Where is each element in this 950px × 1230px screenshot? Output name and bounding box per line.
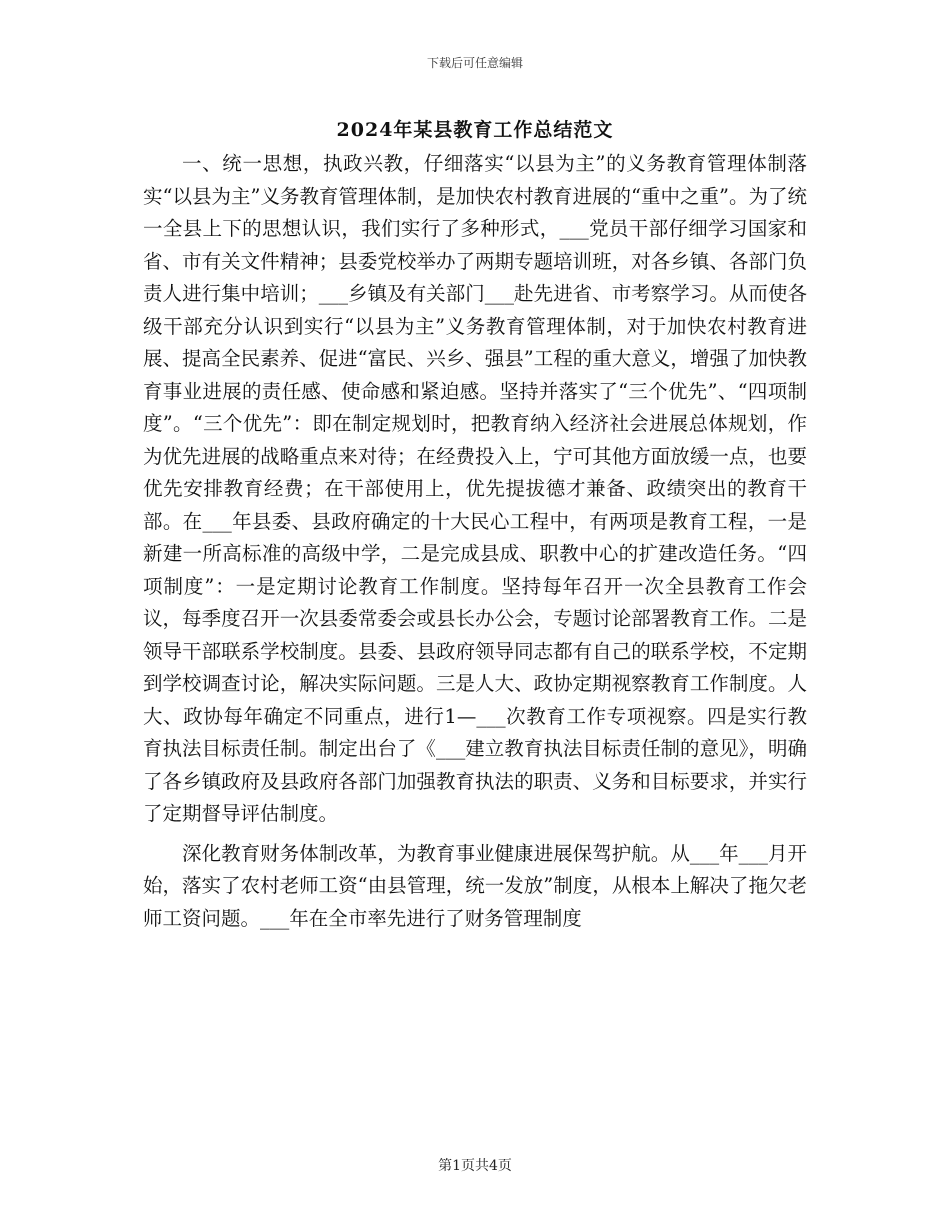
- paragraph-2: 深化教育财务体制改革，为教育事业健康进展保驾护航。从___年___月开始，落实了农村老师工资“由县管理，统一发放”制度，从根本上解决了拖欠老师工资问题。___年在全市率先进行了财务管理制度: [143, 841, 807, 930]
- document-title: 2024年某县教育工作总结范文: [336, 119, 614, 141]
- header-note: 下载后可任意编辑: [426, 56, 523, 70]
- document-body: [143, 148, 807, 935]
- paragraph-1: 一、统一思想，执政兴教，仔细落实“以县为主”的义务教育管理体制落实“以县为主”义务教育管理体制，是加快农村教育进展的“重中之重”。为了统一全县上下的思想认识，我们实行了多种形式，___党员干部仔细学习国家和省、市有关文件精神；县委党校举办了两期专题培训班，对各乡镇、各部门负责人进行集中培训；___乡镇及有关部门___赴先进省、市考察学习。从而使各级干部充分认识到实行“以县为主”义务教育管理体制，对于加快农村教育进展、提高全民素养、促进“富民、兴乡、强县”工程的重大意义，增强了加快教育事业进展的责任感、使命感和紧迫感。坚持并落实了“三个优先”、“四项制度”。“三个优先”：即在制定规划时，把教育纳入经济社会进展总体规划，作为优先进展的战略重点来对待；在经费投入上，宁可其他方面放缓一点，也要优先安排教育经费；在干部使用上，优先提拔德才兼备、政绩突出的教育干部。在___年县委、县政府确定的十大民心工程中，有两项是教育工程，一是新建一所高标准的高级中学，二是完成县成、职教中心的扩建改造任务。“四项制度”：一是定期讨论教育工作制度。坚持每年召开一次全县教育工作会议，每季度召开一次县委常委会或县长办公会，专题讨论部署教育工作。二是领导干部联系学校制度。县委、县政府领导同志都有自己的联系学校，不定期到学校调查讨论，解决实际问题。三是人大、政协定期视察教育工作制度。人大、政协每年确定不同重点，进行1—___次教育工作专项视察。四是实行教育执法目标责任制。制定出台了《___建立教育执法目标责任制的意见》，明确了各乡镇政府及县政府各部门加强教育执法的职责、义务和目标要求，并实行了定期督导评估制度。: [143, 152, 807, 825]
- page-number: 第1页共4页: [438, 1158, 512, 1174]
